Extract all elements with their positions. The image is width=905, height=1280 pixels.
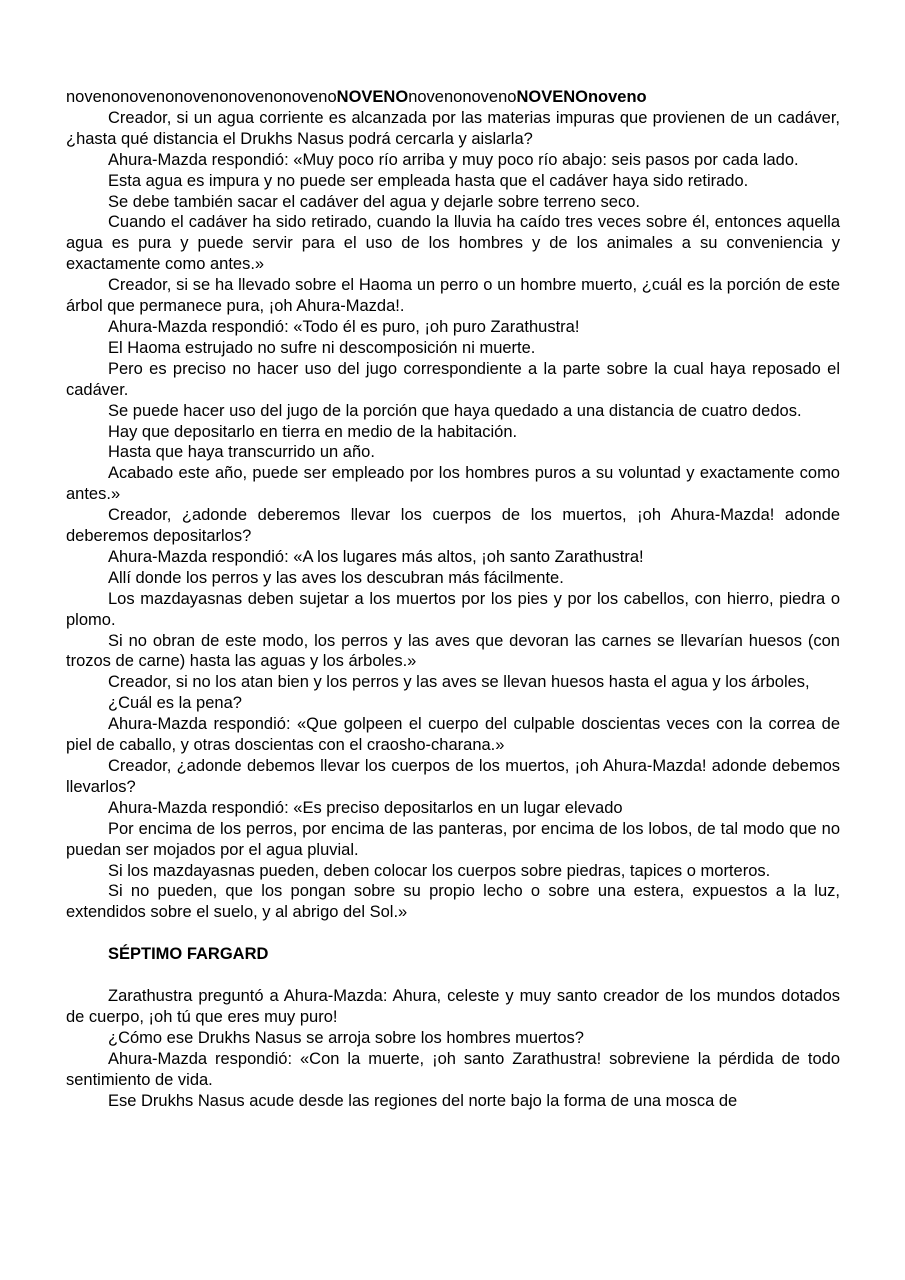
paragraph: Zarathustra preguntó a Ahura-Mazda: Ahura, celeste y muy santo creador de los mundos dotados de cuerpo, ¡oh tú que eres muy puro! xyxy=(66,987,840,1027)
running-header-part-bold: NOVENO xyxy=(516,88,588,106)
paragraph: Ese Drukhs Nasus acude desde las regiones del norte bajo la forma de una mosca de xyxy=(108,1091,738,1110)
paragraph: El Haoma estrujado no sufre ni descomposición ni muerte. xyxy=(108,338,536,357)
running-header-part: novenonovenonovenonovenonoveno xyxy=(66,88,337,106)
paragraph: Ahura-Mazda respondió: «Todo él es puro, ¡oh puro Zarathustra! xyxy=(108,317,580,336)
paragraph: Acabado este año, puede ser empleado por los hombres puros a su voluntad y exactamente como antes.» xyxy=(66,464,840,504)
paragraph: Por encima de los perros, por encima de las panteras, por encima de los lobos, de tal modo que no puedan ser mojados por el agua pluvial. xyxy=(66,819,840,859)
paragraph: Creador, ¿adonde debemos llevar los cuerpos de los muertos, ¡oh Ahura-Mazda! adonde debemos llevarlos? xyxy=(66,757,840,796)
running-header-part: novenonoveno xyxy=(408,88,517,106)
paragraph: Ahura-Mazda respondió: «Muy poco río arriba y muy poco río abajo: seis pasos por cada lado. xyxy=(108,150,799,169)
running-header-part-bold: NOVENO xyxy=(336,88,409,106)
paragraph: Ahura-Mazda respondió: «Es preciso depositarlos en un lugar elevado xyxy=(108,798,623,817)
paragraph: Se debe también sacar el cadáver del agua y dejarle sobre terreno seco. xyxy=(108,192,640,211)
section-heading: SÉPTIMO FARGARD xyxy=(108,945,269,964)
paragraph: Ahura-Mazda respondió: «A los lugares más altos, ¡oh santo Zarathustra! xyxy=(108,547,644,566)
paragraph: Hay que depositarlo en tierra en medio de la habitación. xyxy=(108,422,518,441)
paragraph: Si los mazdayasnas pueden, deben colocar los cuerpos sobre piedras, tapices o morteros. xyxy=(108,861,771,880)
paragraph: Creador, si no los atan bien y los perros y las aves se llevan huesos hasta el agua y los árboles, xyxy=(108,673,810,692)
paragraph: Se puede hacer uso del jugo de la porción que haya quedado a una distancia de cuatro dedos. xyxy=(108,401,802,420)
paragraph: Allí donde los perros y las aves los descubran más fácilmente. xyxy=(108,568,564,587)
section-ninth-fargard-text xyxy=(66,108,840,923)
paragraph: Los mazdayasnas deben sujetar a los muertos por los pies y por los cabellos, con hierro, piedra o plomo. xyxy=(66,589,840,629)
section-seventh-fargard-text xyxy=(66,986,840,1111)
paragraph: Ahura-Mazda respondió: «Con la muerte, ¡oh santo Zarathustra! sobreviene la pérdida de todo sentimiento de vida. xyxy=(66,1049,840,1089)
document-page xyxy=(66,87,840,1112)
paragraph: ¿Cuál es la pena? xyxy=(108,694,242,713)
running-header-part-bold: noveno xyxy=(587,88,647,106)
paragraph: Esta agua es impura y no puede ser empleada hasta que el cadáver haya sido retirado. xyxy=(108,171,749,190)
paragraph: Creador, ¿adonde deberemos llevar los cuerpos de los muertos, ¡oh Ahura-Mazda! adonde deberemos depositarlos? xyxy=(66,506,840,546)
paragraph: Si no obran de este modo, los perros y las aves que devoran las carnes se llevarían huesos (con trozos de carne) hasta las aguas y los árboles.» xyxy=(66,631,840,671)
paragraph: Hasta que haya transcurrido un año. xyxy=(108,443,375,462)
paragraph: ¿Cómo ese Drukhs Nasus se arroja sobre los hombres muertos? xyxy=(108,1028,584,1047)
running-header xyxy=(66,87,840,108)
paragraph: Si no pueden, que los pongan sobre su propio lecho o sobre una estera, expuestos a la luz, extendidos sobre el suelo, y al abrigo del Sol.» xyxy=(66,882,840,922)
paragraph: Creador, si un agua corriente es alcanzada por las materias impuras que provienen de un cadáver, ¿hasta qué distancia el Drukhs Nasus podrá cercarla y aislarla? xyxy=(66,108,840,148)
paragraph: Cuando el cadáver ha sido retirado, cuando la lluvia ha caído tres veces sobre él, entonces aquella agua es pura y puede servir para el uso de los hombres y de los animales a su conveniencia y exactamente como antes.» xyxy=(66,213,840,274)
paragraph: Pero es preciso no hacer uso del jugo correspondiente a la parte sobre la cual haya reposado el cadáver. xyxy=(66,359,840,399)
paragraph: Ahura-Mazda respondió: «Que golpeen el cuerpo del culpable doscientas veces con la correa de piel de caballo, y otras doscientas con el craosho-charana.» xyxy=(66,715,840,755)
paragraph: Creador, si se ha llevado sobre el Haoma un perro o un hombre muerto, ¿cuál es la porción de este árbol que permanece pura, ¡oh Ahura-Mazda!. xyxy=(66,276,840,316)
